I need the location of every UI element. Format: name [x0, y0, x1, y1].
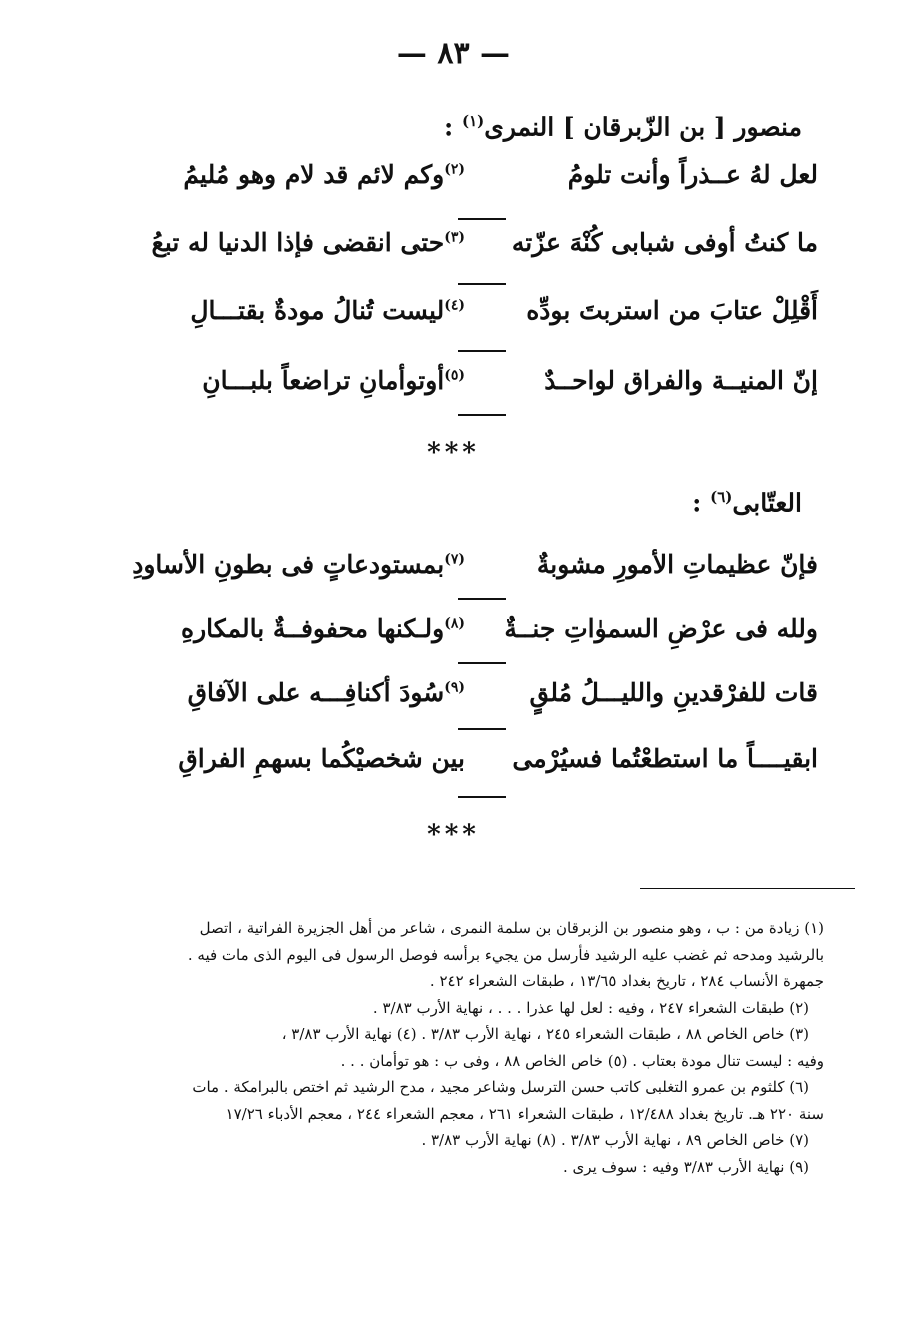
- verse-line: [150, 228, 818, 278]
- heading-colon: :: [692, 488, 702, 518]
- footnote-ref: (٣): [444, 229, 465, 246]
- footnote-line: (٢) طبقات الشعراء ٢٤٧ ، وفيه : لعل لها عذرا . . . ، نهاية الأرب ٣/٨٣ .: [372, 998, 809, 1017]
- verse-separator: [458, 662, 506, 664]
- verse-first-hemistich: ما كنتُ أوفى شبابى كُنْهَ عزّته: [511, 228, 818, 257]
- verse-first-hemistich: لعل لهُ عــذراً وأنت تلومُ: [567, 160, 818, 189]
- verse-second-hemistich: $^{(٩)}$سُودَ أكنافِـــه على الآفاقِ: [187, 678, 465, 707]
- verse-second-hemistich: $^{(٣)}$حتى انقضى فإذا الدنيا له تبعُ: [151, 228, 465, 257]
- footnote-line: (١) زيادة من : ب ، وهو منصور بن الزبرقان بن سلمة النمرى ، شاعر من أهل الجزيرة الفراتية ، اتصل: [199, 919, 824, 937]
- verse-first-hemistich: أَقْلِلْ عتابَ من استربتَ بودِّه: [526, 296, 818, 325]
- verse-second-hemistich: بين شخصيْكُما بسهمِ الفراقِ: [178, 744, 465, 773]
- footnote-rule: [640, 888, 855, 889]
- verse-line: [150, 366, 818, 416]
- verse-separator: [458, 414, 506, 416]
- footnote-ref: (٤): [444, 297, 465, 314]
- footnote-line: جمهرة الأنساب ٢٨٤ ، تاريخ بغداد ١٣/٦٥ ، طبقات الشعراء ٢٤٢ .: [429, 972, 824, 990]
- verse-second-hemistich: $^{(٥)}$أوتوأمانِ تراضعاً بلبـــانِ: [202, 366, 465, 395]
- page-number: — ٨٣ —: [396, 36, 511, 71]
- verse-line: [150, 744, 818, 794]
- verse-first-hemistich: قات للفرْقدينِ والليـــلُ مُلقٍ: [529, 678, 818, 707]
- verse-separator: [458, 283, 506, 285]
- poet-heading-attabi: [692, 488, 802, 517]
- verse-second-hemistich: $^{(٢)}$وكم لائم قد لام وهو مُليمُ: [183, 160, 465, 189]
- footnote-line: (٣) خاص الخاص ٨٨ ، طبقات الشعراء ٢٤٥ ، نهاية الأرب ٣/٨٣ . (٤) نهاية الأرب ٣/٨٣ ،: [281, 1025, 809, 1043]
- footnotes: [112, 915, 824, 1180]
- footnote-line: (٦) كلثوم بن عمرو التغلبى كاتب حسن الترسل وشاعر مجيد ، مدح الرشيد ثم اختص بالبرامكة . مات: [192, 1078, 809, 1096]
- verse-second-hemistich: $^{(٤)}$ليست تُنالُ مودةٌ بقتـــالِ: [190, 296, 465, 325]
- verse-first-hemistich: إنّ المنيــة والفراق لواحــدٌ: [544, 366, 818, 395]
- footnote-line: (٩) نهاية الأرب ٣/٨٣ وفيه : سوف يرى .: [563, 1157, 809, 1176]
- verse-separator: [458, 796, 506, 798]
- footnote-line: وفيه : ليست تنال مودة بعتاب . (٥) خاص الخاص ٨٨ ، وفى ب : هو توأمان . . .: [340, 1051, 824, 1070]
- verse-separator: [458, 598, 506, 600]
- verse-line: [150, 160, 818, 210]
- footnote-ref: (٨): [444, 615, 465, 632]
- footnote-ref: (٩): [444, 679, 465, 696]
- section-divider-stars: ***: [427, 820, 480, 850]
- verse-separator: [458, 350, 506, 352]
- footnote-line: سنة ٢٢٠ هـ. تاريخ بغداد ١٢/٤٨٨ ، طبقات الشعراء ٢٦١ ، معجم الشعراء ٢٤٤ ، معجم الأدباء ١٧/٢٦: [225, 1104, 824, 1123]
- verse-first-hemistich: ولله فى عرْضِ السموٰاتِ جنــةٌ: [504, 614, 818, 643]
- poet-heading-mansur: [444, 112, 802, 141]
- verse-first-hemistich: ابقيــــاً ما استطعْتُما فسيُرْمى: [512, 744, 818, 773]
- verse-separator: [458, 218, 506, 220]
- verse-line: [150, 614, 818, 664]
- footnote-line: (٧) خاص الخاص ٨٩ ، نهاية الأرب ٣/٨٣ . (٨) نهاية الأرب ٣/٨٣ .: [421, 1131, 809, 1149]
- footnote-ref: (١): [461, 112, 485, 130]
- heading-colon: :: [444, 112, 454, 142]
- poet-name: العتّابى: [732, 488, 802, 518]
- verse-second-hemistich: $^{(٧)}$بمستودعاتٍ فى بطونِ الأساودِ: [132, 550, 465, 579]
- footnote-ref: (٦): [710, 488, 733, 506]
- footnote-ref: (٧): [444, 551, 465, 568]
- verse-line: [150, 296, 818, 346]
- section-divider-stars: ***: [427, 438, 480, 468]
- footnote-ref: (٥): [444, 367, 465, 384]
- verse-line: [132, 550, 818, 600]
- verse-line: [150, 678, 818, 728]
- verse-separator: [458, 728, 506, 730]
- verse-second-hemistich: $^{(٨)}$ولـكنها محفوفــةٌ بالمكارهِ: [180, 614, 465, 643]
- footnote-line: بالرشيد ومدحه ثم غضب عليه الرشيد فأرسل من يجيء برأسه فوصل الرسول فى اليوم الذى مات فيه .: [187, 945, 824, 964]
- verse-first-hemistich: فإنّ عظيماتِ الأمورِ مشوبةٌ: [536, 550, 818, 579]
- footnote-ref: (٢): [444, 161, 465, 178]
- poet-name: منصور [ بن الزّبرقان ] النمرى: [484, 112, 802, 142]
